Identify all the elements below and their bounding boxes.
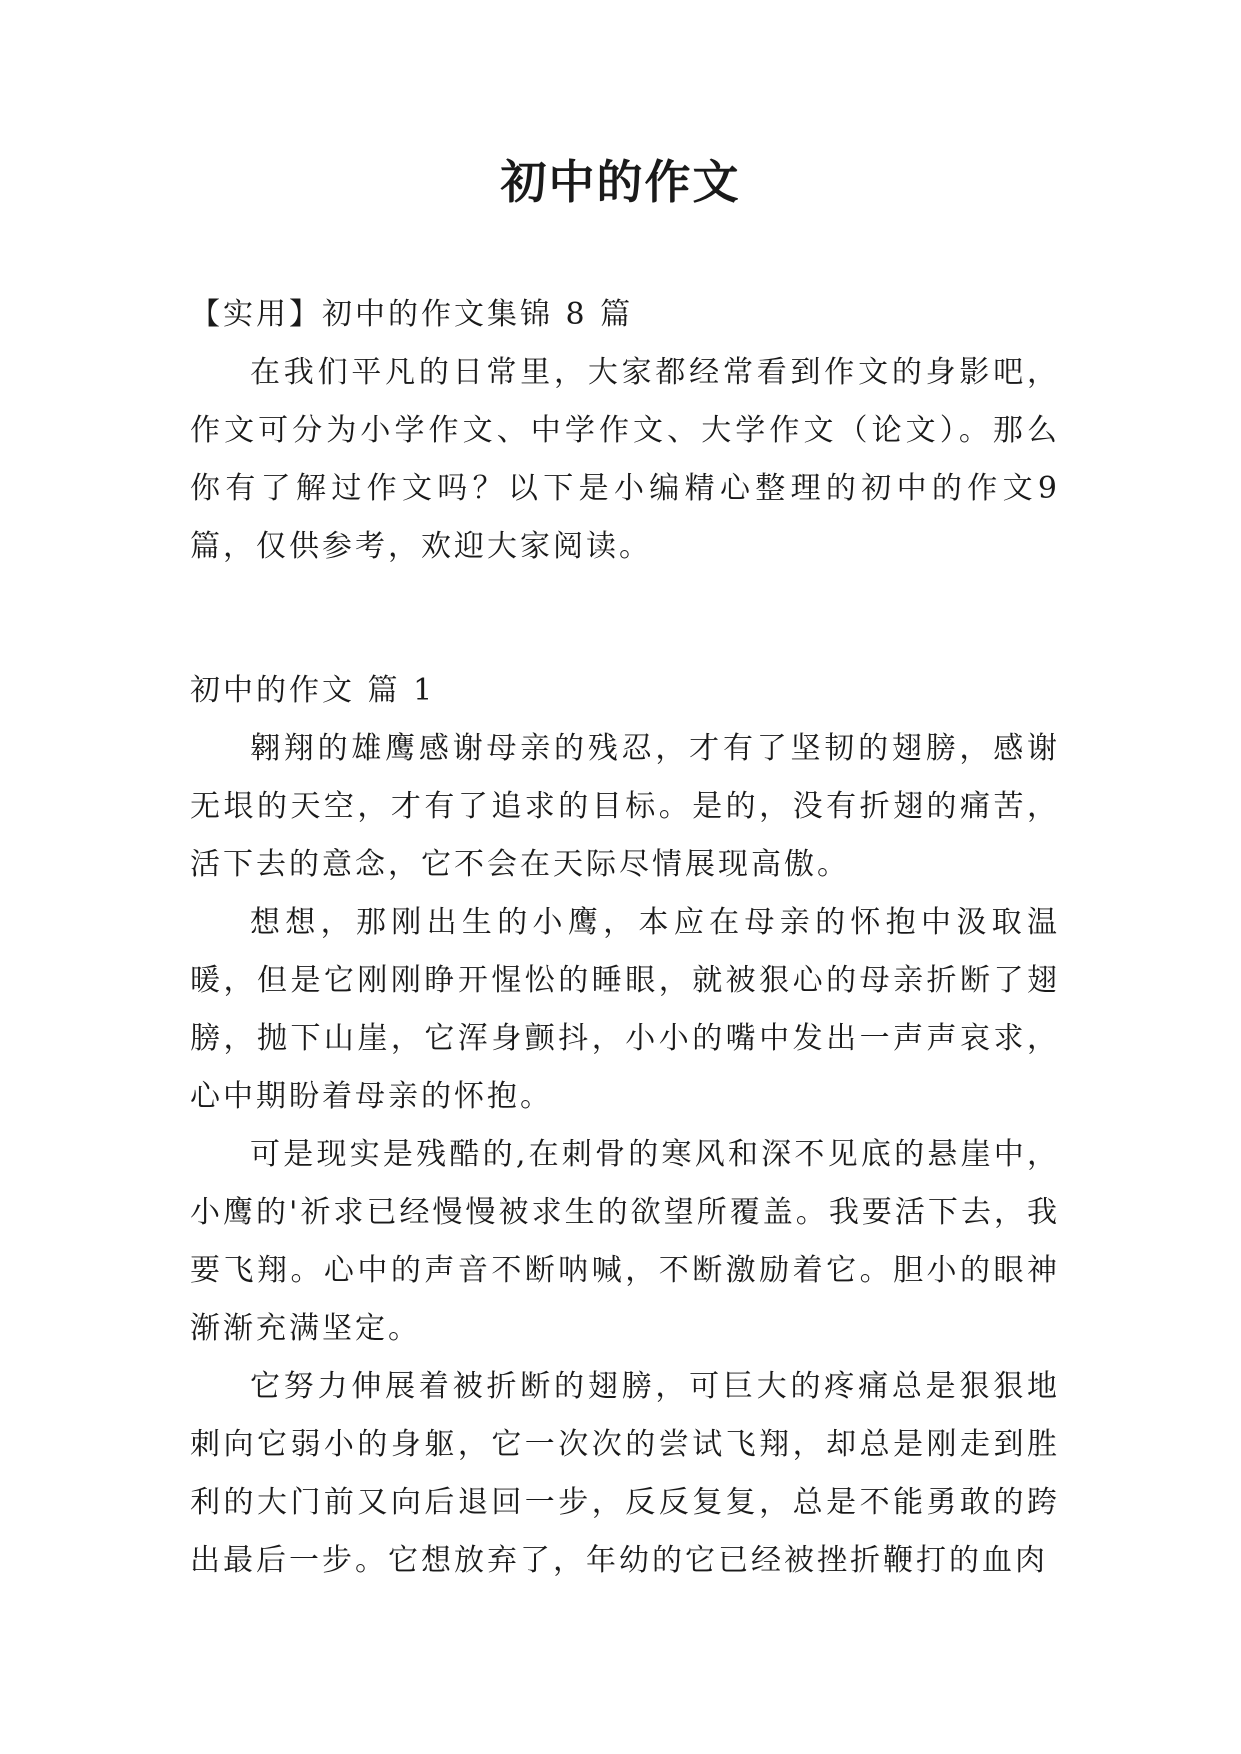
intro-heading: 【实用】初中的作文集锦 8 篇 xyxy=(190,297,634,332)
section-gap-small xyxy=(190,634,1060,662)
section-heading: 初中的作文 篇 1 xyxy=(190,673,436,708)
document-body xyxy=(190,286,1060,1590)
paragraph: 可是现实是残酷的,在刺骨的寒风和深不见底的悬崖中，小鹰的'祈求已经慢慢被求生的欲望所覆盖。我要活下去，我要飞翔。心中的声音不断呐喊，不断激励着它。胆小的眼神渐渐充满坚定。 xyxy=(190,1137,1060,1346)
paragraph: 它努力伸展着被折断的翅膀，可巨大的疼痛总是狠狠地刺向它弱小的身躯，它一次次的尝试飞翔，却总是刚走到胜利的大门前又向后退回一步，反反复复，总是不能勇敢的跨出最后一步。它想放弃了，年幼的它已经被挫折鞭打的血肉 xyxy=(190,1369,1060,1578)
document-title: 初中的作文 xyxy=(500,155,741,209)
section-gap xyxy=(190,576,1060,634)
paragraph: 翱翔的雄鹰感谢母亲的残忍，才有了坚韧的翅膀，感谢无垠的天空，才有了追求的目标。是的，没有折翅的痛苦，活下去的意念，它不会在天际尽情展现高傲。 xyxy=(190,731,1060,882)
intro-paragraph: 在我们平凡的日常里，大家都经常看到作文的身影吧，作文可分为小学作文、中学作文、大学作文（论文）。那么你有了解过作文吗？以下是小编精心整理的初中的作文9篇，仅供参考，欢迎大家阅读。 xyxy=(190,355,1060,564)
paragraph: 想想，那刚出生的小鹰，本应在母亲的怀抱中汲取温暖，但是它刚刚睁开惺忪的睡眼，就被狠心的母亲折断了翅膀，抛下山崖，它浑身颤抖，小小的嘴中发出一声声哀求，心中期盼着母亲的怀抱。 xyxy=(190,905,1060,1114)
